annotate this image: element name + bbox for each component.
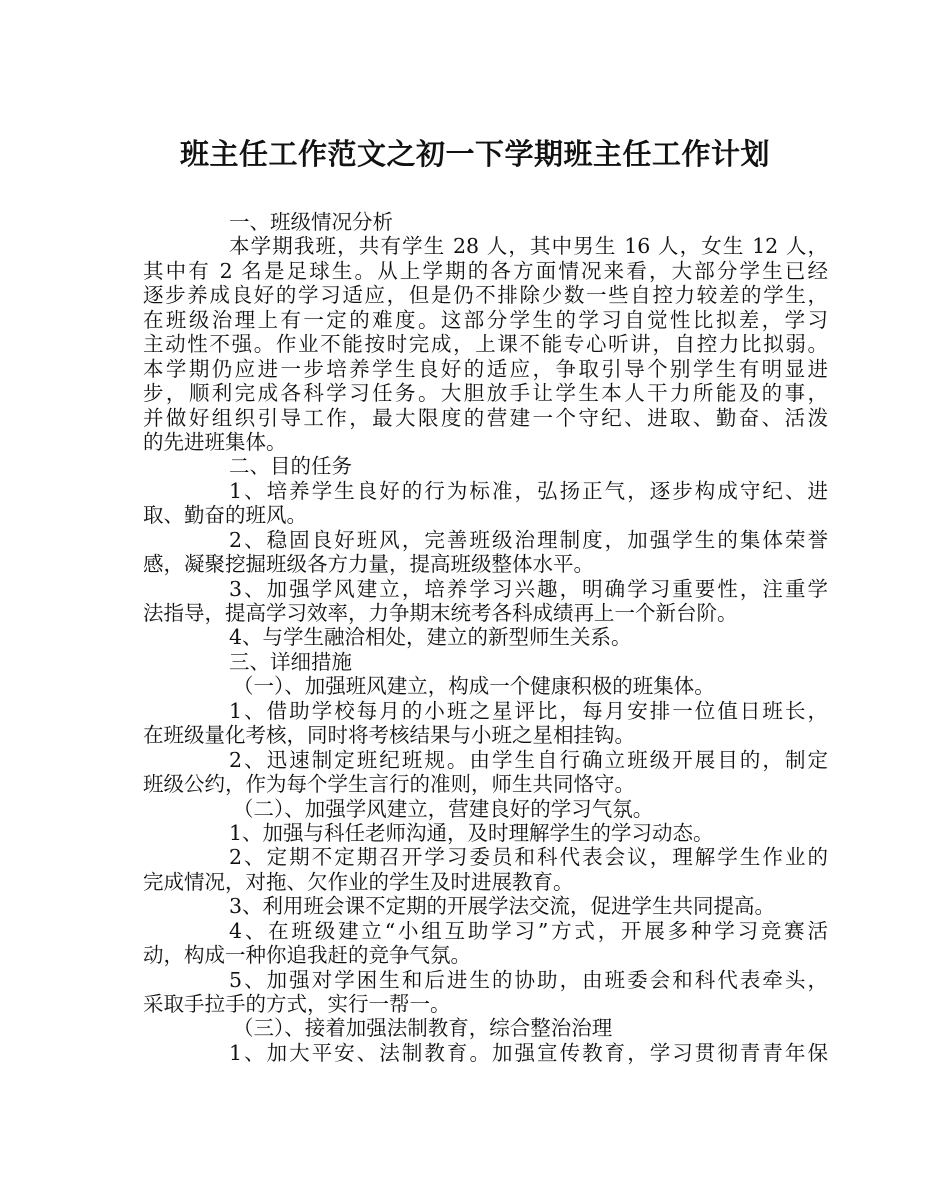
list-item-line: 完成情况，对拖、欠作业的学生及时进展教育。 — [143, 869, 574, 894]
paragraph-line: 步，顺利完成各科学习任务。大胆放手让学生本人干力所能及的事， — [143, 381, 828, 406]
paragraph-line: 主动性不强。作业不能按时完成，上课不能专心听讲，自控力比拟弱。 — [143, 332, 828, 357]
paragraph-line: 逐步养成良好的学习适应，但是仍不排除少数一些自控力较差的学生， — [143, 283, 828, 308]
paragraph-line: 在班级治理上有一定的难度。这部分学生的学习自觉性比拟差，学习 — [143, 307, 828, 332]
paragraph-line: 其中有 2 名是足球生。从上学期的各方面情况来看，大部分学生已经 — [143, 258, 828, 283]
document-title: 班主任工作范文之初一下学期班主任工作计划 — [179, 137, 770, 171]
list-item-line: 2、稳固良好班风，完善班级治理制度，加强学生的集体荣誉 — [229, 527, 828, 552]
section-heading: 三、详细措施 — [229, 649, 352, 674]
list-item-line: 1、加强与科任老师沟通，及时理解学生的学习动态。 — [229, 820, 714, 845]
list-item-line: 取、勤奋的班风。 — [143, 503, 307, 528]
section-heading: 二、目的任务 — [229, 454, 352, 479]
list-item-line: 2、迅速制定班纪班规。由学生自行确立班级开展目的，制定 — [229, 747, 828, 772]
section-heading: 一、班级情况分析 — [229, 210, 393, 234]
list-item-line: 1、培养学生良好的行为标准，弘扬正气，逐步构成守纪、进 — [229, 478, 828, 503]
paragraph-line: 本学期我班，共有学生 28 人，其中男生 16 人，女生 12 人， — [229, 234, 828, 259]
list-item-line: 4、在班级建立“小组互助学习”方式，开展多种学习竞赛活 — [229, 918, 828, 943]
list-item-line: 动，构成一种你追我赶的竞争气氛。 — [143, 943, 471, 968]
list-item-line: 1、加大平安、法制教育。加强宣传教育，学习贯彻青青年保 — [229, 1040, 828, 1065]
list-item-line: 在班级量化考核，同时将考核结果与小班之星相挂钩。 — [143, 723, 635, 748]
list-item-line: 2、定期不定期召开学习委员和科代表会议，理解学生作业的 — [229, 845, 828, 870]
subsection-heading: （二）、加强学风建立，营建良好的学习气氛。 — [233, 796, 654, 821]
list-item-line: 采取手拉手的方式，实行一帮一。 — [143, 992, 451, 1016]
list-item-line: 班级公约，作为每个学生言行的准则，师生共同恪守。 — [143, 772, 635, 797]
list-item-line: 3、加强学风建立，培养学习兴趣，明确学习重要性，注重学 — [229, 576, 828, 601]
document-body — [143, 210, 828, 1065]
list-item-line: 5、加强对学困生和后进生的协助，由班委会和科代表牵头， — [229, 967, 828, 992]
list-item-line: 感，凝聚挖掘班级各方力量，提高班级整体水平。 — [143, 552, 594, 577]
subsection-heading: （一）、加强班风建立，构成一个健康积极的班集体。 — [233, 674, 715, 699]
paragraph-line: 本学期仍应进一步培养学生良好的适应，争取引导个别学生有明显进 — [143, 356, 828, 381]
paragraph-line: 并做好组织引导工作，最大限度的营建一个守纪、进取、勤奋、活泼 — [143, 405, 828, 430]
paragraph-line: 的先进班集体。 — [143, 429, 287, 454]
subsection-heading: （三）、接着加强法制教育，综合整治治理 — [233, 1016, 613, 1041]
list-item-line: 法指导，提高学习效率，力争期末统考各科成绩再上一个新台阶。 — [143, 601, 738, 625]
list-item-line: 4、与学生融洽相处，建立的新型师生关系。 — [229, 625, 632, 650]
list-item-line: 1、借助学校每月的小班之星评比，每月安排一位值日班长， — [229, 698, 828, 723]
list-item-line: 3、利用班会课不定期的开展学法交流，促进学生共同提高。 — [229, 894, 776, 919]
